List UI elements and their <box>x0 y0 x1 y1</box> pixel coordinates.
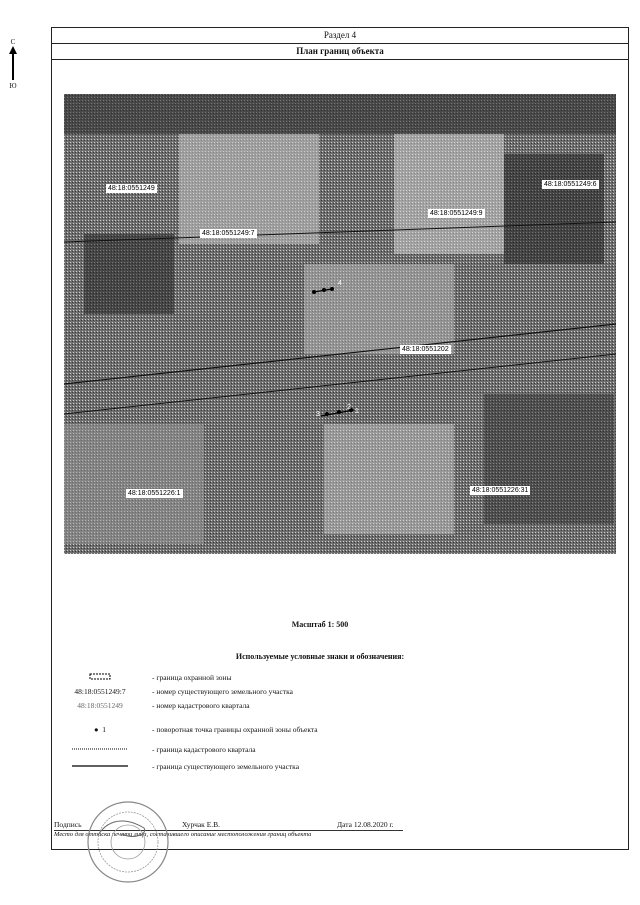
official-seal <box>86 800 170 884</box>
point-number: 1 <box>355 408 359 415</box>
legend-symbol-parcel-number: 48:18:0551249:7 <box>74 687 126 696</box>
legend-symbol-zone <box>60 673 140 683</box>
parcel-label: 48:18:0551249:7 <box>202 230 255 237</box>
parcel-label: 48:18:0551226:1 <box>128 490 181 497</box>
aerial-photo-svg <box>64 94 616 554</box>
north-arrow-shaft <box>12 50 14 80</box>
plan-title: План границ объекта <box>52 43 628 60</box>
legend-text: - номер кадастрового квартала <box>152 701 250 710</box>
south-label: Ю <box>9 82 17 90</box>
dark-yard-2 <box>504 154 604 264</box>
building-roof-4 <box>324 424 454 534</box>
north-arrow <box>7 38 19 90</box>
aerial-photo-map <box>64 94 616 554</box>
zone-border-icon <box>89 673 111 681</box>
dark-yard-3 <box>484 394 614 524</box>
point-number: 3 <box>316 411 320 418</box>
parcel-label: 48:18:0551226:31 <box>472 487 529 494</box>
point-number: 4 <box>338 280 342 287</box>
light-area-1 <box>304 264 454 354</box>
turn-point-3 <box>325 412 329 416</box>
legend-symbol-turn-point: ● 1 <box>93 725 107 734</box>
legend-text: - граница охранной зоны <box>152 673 232 682</box>
legend-text: - граница кадастрового квартала <box>152 745 256 754</box>
turn-point-4c <box>330 287 334 291</box>
section-header: Раздел 4 <box>52 28 628 44</box>
scale-text: Масштаб 1: 500 <box>291 620 349 629</box>
dashed-line-icon <box>71 745 129 753</box>
signature-date: Дата 12.08.2020 г. <box>337 820 394 829</box>
turn-point-2 <box>337 410 341 414</box>
parcel-label: 48:18:0551249:9 <box>430 210 483 217</box>
legend-symbol-quarter-number: 48:18:0551249 <box>77 701 123 710</box>
north-label: С <box>10 38 16 46</box>
legend-symbol-quarter-border <box>60 745 140 755</box>
building-roof-3 <box>64 424 204 544</box>
solid-line-icon <box>71 762 129 770</box>
quarter-label: 48:18:0551202 <box>402 346 449 353</box>
legend-text: - граница существующего земельного участка <box>152 762 300 771</box>
building-roof-1 <box>179 134 319 244</box>
point-number: 2 <box>347 404 351 411</box>
parcel-label: 48:18:0551249 <box>108 185 155 192</box>
legend-text: - номер существующего земельного участка <box>152 687 293 696</box>
point-dot-icon: ● <box>93 725 99 734</box>
seal-icon <box>86 800 170 884</box>
turn-point-4b <box>322 288 326 292</box>
legend-title: Используемые условные знаки и обозначения: <box>235 652 405 661</box>
dark-yard-1 <box>84 234 174 314</box>
building-roof-2 <box>394 134 504 254</box>
turn-point-4 <box>312 290 316 294</box>
legend-text: - поворотная точка границы охранной зоны объекта <box>152 725 318 734</box>
dark-strip-top <box>64 94 616 134</box>
signer-name: Хурчак Е.В. <box>182 820 221 829</box>
legend-symbol-parcel-border <box>60 762 140 772</box>
signature-label: Подпись <box>54 820 82 829</box>
stamp-note: Место для оттиска печати лица, составившего описание местоположения границ объекта <box>54 831 312 838</box>
parcel-label: 48:18:0551249:6 <box>544 181 597 188</box>
